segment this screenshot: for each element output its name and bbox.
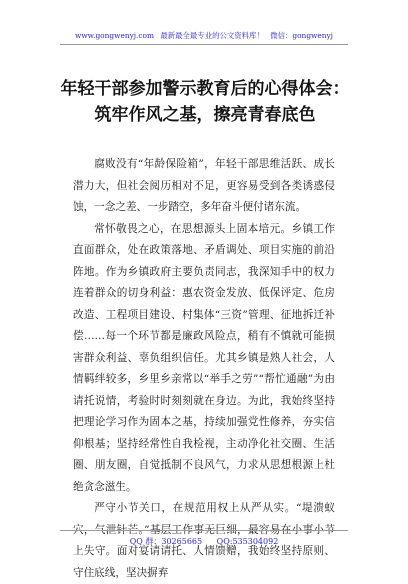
footer-qq-group: QQ 群：30265665 [129,537,203,546]
document-body [73,154,335,584]
header-wechat: 微信：gongwenyj [270,31,333,40]
page-header [0,30,408,41]
paragraph-2: 常怀敬畏之心，在思想源头上固本培元。乡镇工作直面群众，处在政策落地、矛盾调处、项目实施的前沿阵地。作为乡镇政府主要负责同志，我深知手中的权力连着群众的切身利益：惠农资金发放、低保评定、危房改造、工程项目建设、村集体“三资”管理、征地拆迁补偿……每一个环节都是廉政风险点，稍有不慎就可能损害群众利益、辜负组织信任。尤其乡镇是熟人社会，人情羁绊较多，乡里乡亲常以“举手之劳”“帮忙通融”为由请托说情，考验时时刻刻就在身边。为此，我始终坚持把理论学习作为固本之基，持续加强党性修养，夯实信仰根基；坚持经常性自我检视，主动净化社交圈、生活圈、朋友圈，自觉抵制不良风气，力求从思想根源上杜绝贪念滋生。 [73,222,335,493]
document-title: 年轻干部参加警示教育后的心得体会：筑牢作风之基，擦亮青春底色 [60,79,350,125]
paragraph-1: 腐败没有“年龄保险箱”，年轻干部思维活跃、成长潜力大，但社会阅历相对不足，更容易受到各类诱惑侵蚀，一念之差、一步踏空，多年奋斗便付诸东流。 [73,158,335,213]
header-slogan: 最新最全最专业的公文资料库！ [160,31,264,40]
footer-divider [60,530,348,531]
header-divider [60,44,348,45]
page-footer [0,536,408,547]
paragraph-3: 严守小节关口，在规范用权上从严从实。“堤溃蚁穴，气泄针芒。”基层工作事无巨细，最容易在小事小节上失守。面对宴请请托、人情馈赠，我始终坚持原则、守住底线，坚决摒弃 [73,502,335,579]
header-site-link[interactable]: www.gongwenyj.com [75,31,154,40]
footer-qq: QQ:535304092 [216,537,279,546]
